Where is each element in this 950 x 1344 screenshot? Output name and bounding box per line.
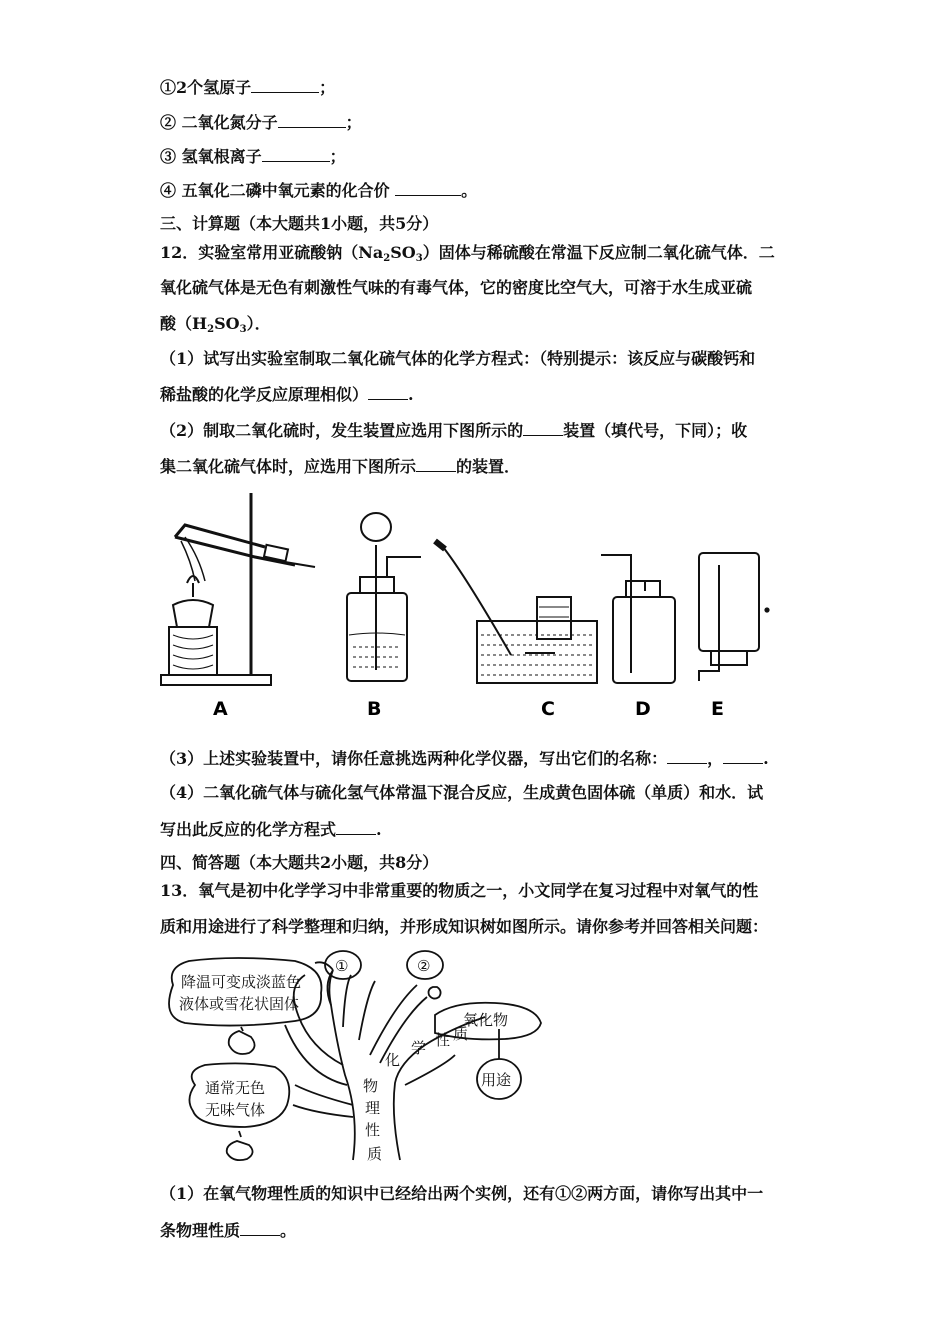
apparatus-c: [435, 541, 597, 683]
phys-char-1: 物: [363, 1077, 379, 1095]
answer-blank[interactable]: [278, 113, 346, 128]
answer-blank[interactable]: [336, 820, 376, 835]
bubble-lower-line2: 无味气体: [205, 1101, 266, 1119]
section3-title: 三、计算题（本大题共1小题，共5分）: [160, 214, 439, 233]
q12-p1-line2: 稀盐酸的化学反应原理相似） .: [160, 385, 414, 404]
label-a: A: [213, 698, 228, 720]
apparatus-a: [161, 493, 315, 685]
q12-line3: 酸$(H_2SO_3)$．: [160, 314, 271, 335]
answer-blank[interactable]: [667, 749, 707, 764]
label-d: D: [635, 698, 651, 720]
apparatus-figure: [155, 485, 795, 725]
bubble-top-line2: 液体或雪花状固体: [179, 995, 300, 1013]
q11-item4: ④ 五氧化二磷中氧元素的化合价 。: [160, 181, 478, 200]
chem-char-2: 学: [411, 1039, 427, 1057]
q12-p3-line: （3）上述实验装置中，请你任意挑选两种化学仪器，写出它们的名称： ， .: [160, 749, 769, 768]
circle-node-2-label: ②: [417, 957, 431, 975]
q13-p1-line1: （1）在氧气物理性质的知识中已经给出两个实例，还有①②两方面，请你写出其中一: [160, 1184, 764, 1203]
apparatus-b: [347, 513, 421, 681]
q13-line2: 质和用途进行了科学整理和归纳，并形成知识树如图所示。请你参考并回答相关问题：: [160, 917, 769, 936]
oxide-label: 氧化物: [463, 1011, 509, 1029]
answer-blank[interactable]: [523, 421, 563, 436]
chem-char-1: 化: [385, 1051, 401, 1069]
q11-item2: ② 二氧化氮分子 ；: [160, 113, 362, 132]
q12-p2-line1: （2）制取二氧化硫时，发生装置应选用下图所示的 装置（填代号，下同）；收: [160, 421, 748, 440]
circle-node-1-label: ①: [335, 957, 349, 975]
answer-blank[interactable]: [723, 749, 763, 764]
section4-title: 四、简答题（本大题共2小题，共8分）: [160, 853, 439, 872]
q11-item1: ①2个氢原子 ；: [160, 78, 336, 97]
label-c: C: [541, 698, 555, 720]
q11-item3: ③ 氢氧根离子 ；: [160, 147, 346, 166]
label-b: B: [367, 698, 382, 720]
phys-char-3: 性: [365, 1121, 381, 1139]
answer-blank[interactable]: [251, 78, 319, 93]
phys-char-2: 理: [365, 1099, 381, 1117]
q12-line2: 氧化硫气体是无色有刺激性气味的有毒气体，它的密度比空气大，可溶于水生成亚硫: [160, 278, 753, 297]
usage-label: 用途: [481, 1071, 512, 1089]
answer-blank[interactable]: [240, 1221, 280, 1236]
answer-blank[interactable]: [262, 147, 330, 162]
bubble-lower-line1: 通常无色: [205, 1079, 266, 1097]
q13-line1: 13．氧气是初中化学学习中非常重要的物质之一，小文同学在复习过程中对氧气的性: [160, 881, 759, 900]
chem-char-4: 质: [453, 1025, 469, 1043]
knowledge-tree-figure: [155, 945, 555, 1170]
phys-char-4: 质: [367, 1145, 383, 1163]
q12-line1: 12．实验室常用亚硫酸钠$(Na_2SO_3)$固体与稀硫酸在常温下反应制二氧化硫气体．二: [160, 243, 775, 264]
q12-p4-line1: （4）二氧化硫气体与硫化氢气体常温下混合反应，生成黄色固体硫（单质）和水．试: [160, 783, 764, 802]
apparatus-d: [601, 555, 675, 683]
answer-blank[interactable]: [368, 385, 408, 400]
q12-p2-line2: 集二氧化硫气体时，应选用下图所示 的装置．: [160, 457, 521, 476]
q12-p4-line2: 写出此反应的化学方程式 .: [160, 820, 382, 839]
apparatus-e: [699, 553, 769, 681]
label-e: E: [711, 698, 724, 720]
q12-p1-line1: （1）试写出实验室制取二氧化硫气体的化学方程式：（特别提示：该反应与碳酸钙和: [160, 349, 756, 368]
chem-char-3: 性: [435, 1031, 451, 1049]
answer-blank[interactable]: [416, 457, 456, 472]
answer-blank[interactable]: [395, 181, 461, 196]
bubble-top-line1: 降温可变成淡蓝色: [181, 973, 302, 991]
q13-p1-line2: 条物理性质 。: [160, 1221, 297, 1240]
